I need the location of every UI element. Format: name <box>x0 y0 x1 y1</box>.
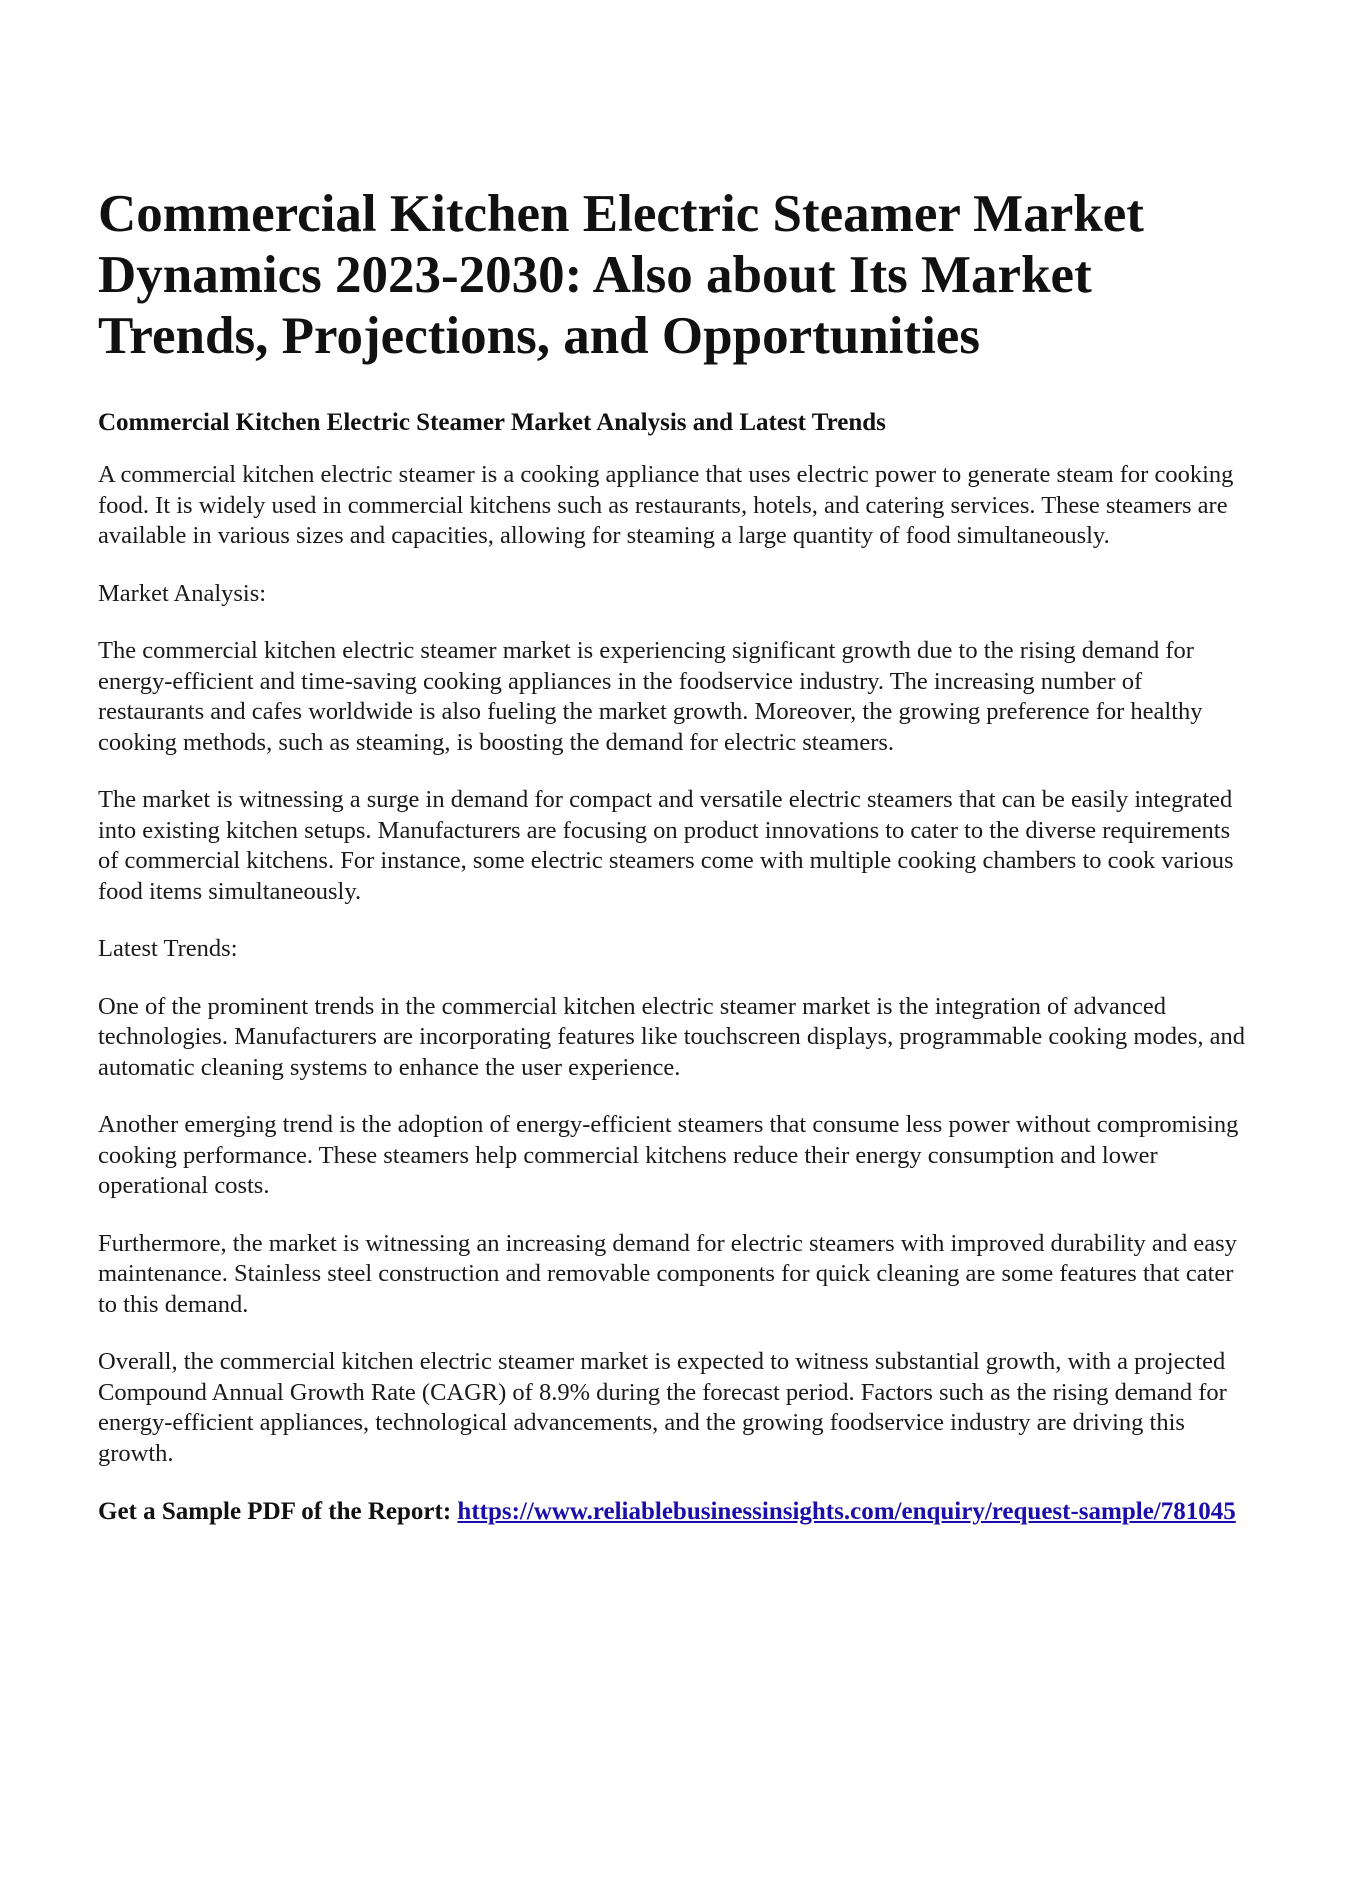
paragraph-overall: Overall, the commercial kitchen electric steamer market is expected to witness substantial growth, with a projected Compound Annual Growth Rate (CAGR) of 8.9% during the forecast period. Factors such as the rising demand for energy-efficient appliances, technological advancements, and the growing foodservice industry are driving this growth. <box>98 1348 1227 1467</box>
paragraph-market-analysis-1: The commercial kitchen electric steamer market is experiencing significant growth due to the rising demand for energy-efficient and time-saving cooking appliances in the foodservice industry. The increasing number of restaurants and cafes worldwide is also fueling the market growth. Moreover, the growing preference for healthy cooking methods, such as steaming, is boosting the demand for electric steamers. <box>98 637 1203 756</box>
paragraph-trend-3: Furthermore, the market is witnessing an increasing demand for electric steamers with improved durability and easy maintenance. Stainless steel construction and removable components for quick cleaning are some features that cater to this demand. <box>98 1229 1237 1318</box>
section-heading: Commercial Kitchen Electric Steamer Market Analysis and Latest Trends <box>98 409 886 436</box>
paragraph-trend-2: Another emerging trend is the adoption of energy-efficient steamers that consume less power without compromising cooking performance. These steamers help commercial kitchens reduce their energy consumption and lower operational costs. <box>98 1111 1239 1199</box>
paragraph-latest-trends-label: Latest Trends: <box>98 935 238 962</box>
sample-pdf-line <box>98 1496 1247 1527</box>
paragraph-trend-1: One of the prominent trends in the commercial kitchen electric steamer market is the integration of advanced technologies. Manufacturers are incorporating features like touchscreen displays, programmable cooking modes, and automatic cleaning systems to enhance the user experience. <box>98 992 1246 1081</box>
sample-pdf-label: Get a Sample PDF of the Report: <box>98 1498 458 1525</box>
document-title: Commercial Kitchen Electric Steamer Market Dynamics 2023-2030: Also about Its Market Trends, Projections, and Opportunities <box>98 185 1144 365</box>
paragraph-intro: A commercial kitchen electric steamer is a cooking appliance that uses electric power to generate steam for cooking food. It is widely used in commercial kitchens such as restaurants, hotels, and catering services. These steamers are available in various sizes and capacities, allowing for steaming a large quantity of food simultaneously. <box>98 461 1234 549</box>
sample-pdf-link[interactable]: https://www.reliablebusinessinsights.com/enquiry/request-sample/781045 <box>457 1498 1236 1525</box>
paragraph-market-analysis-label: Market Analysis: <box>98 579 267 607</box>
paragraph-market-analysis-2: The market is witnessing a surge in demand for compact and versatile electric steamers that can be easily integrated into existing kitchen setups. Manufacturers are focusing on product innovations to cater to the diverse requirements of commercial kitchens. For instance, some electric steamers come with multiple cooking chambers to cook various food items simultaneously. <box>98 786 1234 905</box>
